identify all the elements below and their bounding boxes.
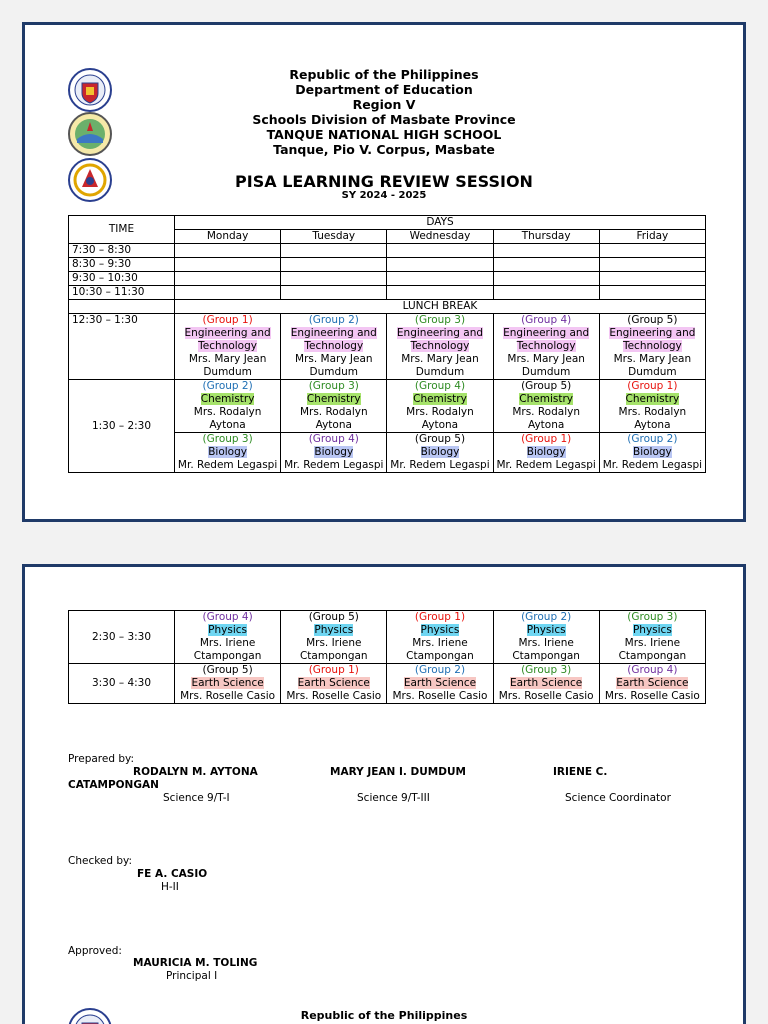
session-cell xyxy=(281,611,387,664)
time-header: TIME xyxy=(69,216,175,244)
group-label: (Group 1) xyxy=(627,380,678,392)
group-label: (Group 4) xyxy=(521,314,572,326)
subject-label: Earth Science xyxy=(191,677,264,689)
session-cell xyxy=(281,314,387,380)
subject-label: Biology xyxy=(526,446,566,458)
signatory-name: IRIENE C. xyxy=(553,766,608,778)
subject-label: Biology xyxy=(632,446,672,458)
subject-label: Engineering and Technology xyxy=(184,327,271,352)
subject-label: Physics xyxy=(632,624,672,636)
group-label: (Group 1) xyxy=(308,664,359,676)
session-cell xyxy=(493,433,599,473)
teacher-name: Mrs. Mary Jean Dumdum xyxy=(188,353,267,378)
subject-label: Earth Science xyxy=(297,677,370,689)
teacher-name: Mrs. Rodalyn Aytona xyxy=(299,406,368,431)
time-cell: 1:30 – 2:30 xyxy=(69,380,175,473)
group-label: (Group 4) xyxy=(202,611,253,623)
letterhead-line: Schools Division of Masbate Province xyxy=(252,112,516,127)
group-label: (Group 3) xyxy=(627,611,678,623)
subject-label: Biology xyxy=(420,446,460,458)
empty-cell xyxy=(387,272,493,286)
letterhead-line: Republic of the Philippines xyxy=(289,67,479,82)
empty-cell xyxy=(599,258,705,272)
group-label: (Group 3) xyxy=(308,380,359,392)
schedule-table-continued xyxy=(68,610,706,704)
empty-cell xyxy=(281,272,387,286)
letterhead-line: Republic of the Philippines xyxy=(300,1009,468,1022)
teacher-name: Mrs. Roselle Casio xyxy=(604,690,700,702)
day-header: Monday xyxy=(175,230,281,244)
time-cell: 10:30 – 11:30 xyxy=(69,286,175,300)
subject-label: Physics xyxy=(314,624,354,636)
teacher-name: Mrs. Iriene Ctampongan xyxy=(618,637,687,662)
document-page-1 xyxy=(22,22,746,522)
teacher-name: Mr. Redem Legaspi xyxy=(177,459,278,471)
session-cell xyxy=(599,380,705,433)
subject-label: Physics xyxy=(526,624,566,636)
subject-label: Earth Science xyxy=(616,677,689,689)
empty-cell xyxy=(387,244,493,258)
empty-cell xyxy=(175,272,281,286)
session-cell xyxy=(387,664,493,704)
empty-cell xyxy=(281,286,387,300)
teacher-name: Mr. Redem Legaspi xyxy=(602,459,703,471)
day-header: Thursday xyxy=(493,230,599,244)
empty-cell xyxy=(493,244,599,258)
time-cell: 3:30 – 4:30 xyxy=(69,664,175,704)
time-cell: 8:30 – 9:30 xyxy=(69,258,175,272)
lunch-row xyxy=(69,300,706,314)
group-label: (Group 4) xyxy=(308,433,359,445)
lunch-break-cell: LUNCH BREAK xyxy=(175,300,706,314)
group-label: (Group 1) xyxy=(521,433,572,445)
teacher-name: Mr. Redem Legaspi xyxy=(390,459,490,471)
empty-cell xyxy=(387,258,493,272)
signatory-title: Science 9/T-III xyxy=(357,792,430,804)
signatory-name: FE A. CASIO xyxy=(137,868,208,880)
session-row xyxy=(69,380,706,433)
session-cell xyxy=(387,611,493,664)
subject-label: Earth Science xyxy=(403,677,477,689)
group-label: (Group 5) xyxy=(308,611,359,623)
group-label: (Group 3) xyxy=(521,664,572,676)
group-label: (Group 2) xyxy=(627,433,678,445)
empty-cell xyxy=(281,244,387,258)
empty-cell xyxy=(599,244,705,258)
letterhead-line: Region V xyxy=(352,97,416,112)
group-label: (Group 4) xyxy=(627,664,678,676)
session-row xyxy=(69,314,706,380)
letterhead-line: Department of Education xyxy=(295,82,473,97)
subject-label: Chemistry xyxy=(200,393,255,405)
empty-cell xyxy=(175,258,281,272)
subject-label: Chemistry xyxy=(306,393,361,405)
subject-label: Chemistry xyxy=(413,393,467,405)
group-label: (Group 3) xyxy=(202,433,253,445)
approved-label: Approved: xyxy=(68,945,122,957)
session-cell xyxy=(175,380,281,433)
session-cell xyxy=(175,611,281,664)
day-header: Friday xyxy=(599,230,705,244)
day-header: Wednesday xyxy=(387,230,493,244)
subject-label: Engineering and Technology xyxy=(503,327,590,352)
group-label: (Group 1) xyxy=(414,611,466,623)
subject-label: Engineering and Technology xyxy=(609,327,696,352)
session-cell xyxy=(493,664,599,704)
teacher-name: Mrs. Roselle Casio xyxy=(392,690,488,702)
session-cell xyxy=(281,433,387,473)
school-year: SY 2024 - 2025 xyxy=(341,190,427,201)
teacher-name: Mr. Redem Legaspi xyxy=(284,459,384,471)
group-label: (Group 5) xyxy=(414,433,466,445)
empty-time-row xyxy=(69,244,706,258)
teacher-name: Mrs. Roselle Casio xyxy=(180,690,276,702)
signatory-name: MARY JEAN I. DUMDUM xyxy=(330,766,466,778)
session-cell xyxy=(387,314,493,380)
teacher-name: Mrs. Roselle Casio xyxy=(498,690,594,702)
schedule-table xyxy=(68,215,706,473)
prepared-label: Prepared by: xyxy=(68,753,134,765)
checked-label: Checked by: xyxy=(68,855,133,867)
empty-cell xyxy=(493,286,599,300)
subject-label: Biology xyxy=(314,446,354,458)
teacher-name: Mrs. Mary Jean Dumdum xyxy=(401,353,479,378)
subject-label: Chemistry xyxy=(519,393,574,405)
session-cell xyxy=(387,380,493,433)
group-label: (Group 3) xyxy=(414,314,466,326)
time-cell: 12:30 – 1:30 xyxy=(69,314,175,380)
signatory-name: RODALYN M. AYTONA xyxy=(133,766,258,778)
signatory-title: Principal I xyxy=(166,970,218,982)
time-cell: 2:30 – 3:30 xyxy=(69,611,175,664)
signatory-title: H-II xyxy=(161,881,179,893)
teacher-name: Mrs. Rodalyn Aytona xyxy=(406,406,474,431)
teacher-name: Mrs. Mary Jean Dumdum xyxy=(507,353,585,378)
teacher-name: Mrs. Rodalyn Aytona xyxy=(618,406,687,431)
group-label: (Group 2) xyxy=(414,664,466,676)
teacher-name: Mrs. Roselle Casio xyxy=(286,690,382,702)
subject-label: Engineering and Technology xyxy=(290,327,377,352)
session-row xyxy=(69,611,706,664)
group-label: (Group 2) xyxy=(521,611,572,623)
session-cell xyxy=(599,314,705,380)
group-label: (Group 2) xyxy=(308,314,359,326)
session-cell xyxy=(175,433,281,473)
teacher-name: Mrs. Iriene Ctampongan xyxy=(406,637,474,662)
subject-label: Physics xyxy=(208,624,248,636)
empty-time-row xyxy=(69,272,706,286)
time-cell: 9:30 – 10:30 xyxy=(69,272,175,286)
teacher-name: Mr. Redem Legaspi xyxy=(496,459,596,471)
signatory-title: Science Coordinator xyxy=(565,792,671,804)
signatory-title: Science 9/T-I xyxy=(163,792,230,804)
session-row xyxy=(69,664,706,704)
group-label: (Group 5) xyxy=(202,664,253,676)
teacher-name: Mrs. Mary Jean Dumdum xyxy=(613,353,692,378)
time-cell: 7:30 – 8:30 xyxy=(69,244,175,258)
empty-cell xyxy=(69,300,175,314)
signatory-name-continued: CATAMPONGAN xyxy=(68,779,159,791)
session-cell xyxy=(599,433,705,473)
group-label: (Group 2) xyxy=(202,380,253,392)
subject-label: Biology xyxy=(208,446,247,458)
days-header: DAYS xyxy=(175,216,706,230)
subject-label: Engineering and Technology xyxy=(396,327,484,352)
subject-label: Physics xyxy=(420,624,460,636)
empty-cell xyxy=(175,244,281,258)
empty-cell xyxy=(175,286,281,300)
session-cell xyxy=(599,664,705,704)
group-label: (Group 5) xyxy=(627,314,678,326)
empty-cell xyxy=(493,272,599,286)
session-cell xyxy=(175,314,281,380)
empty-cell xyxy=(387,286,493,300)
empty-cell xyxy=(493,258,599,272)
subject-label: Earth Science xyxy=(510,677,583,689)
teacher-name: Mrs. Mary Jean Dumdum xyxy=(295,353,373,378)
letterhead-line: Tanque, Pio V. Corpus, Masbate xyxy=(273,142,495,157)
session-cell xyxy=(493,611,599,664)
empty-cell xyxy=(281,258,387,272)
letterhead-line: TANQUE NATIONAL HIGH SCHOOL xyxy=(266,127,502,142)
document-title: PISA LEARNING REVIEW SESSION xyxy=(235,172,533,191)
teacher-name: Mrs. Iriene Ctampongan xyxy=(193,637,262,662)
session-cell xyxy=(493,380,599,433)
day-header: Tuesday xyxy=(281,230,387,244)
letterhead xyxy=(25,67,743,157)
empty-time-row xyxy=(69,286,706,300)
teacher-name: Mrs. Iriene Ctampongan xyxy=(299,637,368,662)
session-cell xyxy=(175,664,281,704)
header-row xyxy=(69,216,706,230)
signatory-name: MAURICIA M. TOLING xyxy=(133,957,258,969)
subject-label: Chemistry xyxy=(625,393,680,405)
group-label: (Group 1) xyxy=(202,314,253,326)
document-page-2 xyxy=(22,564,746,1024)
empty-cell xyxy=(599,286,705,300)
session-cell xyxy=(493,314,599,380)
teacher-name: Mrs. Rodalyn Aytona xyxy=(193,406,262,431)
session-cell xyxy=(281,380,387,433)
teacher-name: Mrs. Iriene Ctampongan xyxy=(512,637,580,662)
group-label: (Group 4) xyxy=(414,380,466,392)
session-cell xyxy=(387,433,493,473)
teacher-name: Mrs. Rodalyn Aytona xyxy=(512,406,580,431)
empty-time-row xyxy=(69,258,706,272)
empty-cell xyxy=(599,272,705,286)
session-cell xyxy=(599,611,705,664)
group-label: (Group 5) xyxy=(521,380,572,392)
session-cell xyxy=(281,664,387,704)
